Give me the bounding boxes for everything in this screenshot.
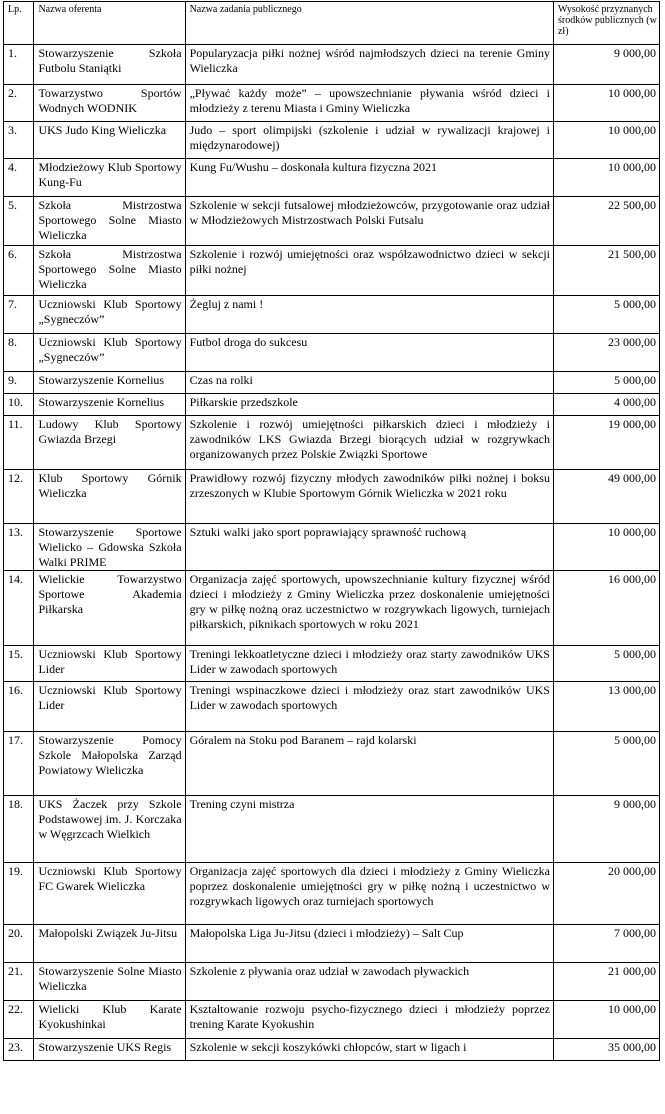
cell-amount: 13 000,00 [553,682,659,732]
cell-organization: Uczniowski Klub Sportowy FC Gwarek Wieliczka [34,863,185,925]
table-row [4,85,660,122]
cell-task: Prawidłowy rozwój fizyczny młodych zawodników piłki nożnej i boksu zrzeszonych w Klubie Sportowym Górnik Wieliczka w 2021 roku [185,470,553,524]
cell-task: Góralem na Stoku pod Baranem – rajd kolarski [185,732,553,796]
cell-lp: 14. [4,571,34,646]
cell-task: Czas na rolki [185,372,553,394]
cell-organization: Uczniowski Klub Sportowy „Sygneczów” [34,334,185,372]
cell-amount: 20 000,00 [553,863,659,925]
cell-organization: UKS Żaczek przy Szkole Podstawowej im. J. Korczaka w Węgrzcach Wielkich [34,796,185,863]
table-row [4,646,660,682]
header-task: Nazwa zadania publicznego [185,2,553,45]
table-row [4,416,660,470]
cell-amount: 5 000,00 [553,372,659,394]
cell-amount: 10 000,00 [553,524,659,571]
cell-amount: 23 000,00 [553,334,659,372]
cell-task: Futbol droga do sukcesu [185,334,553,372]
cell-lp: 3. [4,122,34,159]
table-row [4,796,660,863]
cell-task: „Pływać każdy może” – upowszechnianie pływania wśród dzieci i młodzieży z terenu Miasta i Gminy Wieliczka [185,85,553,122]
cell-organization: Towarzystwo Sportów Wodnych WODNIK [34,85,185,122]
cell-lp: 20. [4,925,34,963]
table-body [4,45,660,1061]
table-row [4,1039,660,1061]
table-row [4,246,660,296]
table-row [4,159,660,197]
table-row [4,863,660,925]
cell-organization: Stowarzyszenie Kornelius [34,372,185,394]
cell-lp: 18. [4,796,34,863]
table-row [4,122,660,159]
cell-organization: Młodzieżowy Klub Sportowy Kung-Fu [34,159,185,197]
cell-organization: Małopolski Związek Ju-Jitsu [34,925,185,963]
cell-organization: Stowarzyszenie UKS Regis [34,1039,185,1061]
cell-task: Szkolenie z pływania oraz udział w zawodach pływackich [185,963,553,1001]
cell-amount: 5 000,00 [553,296,659,334]
table-row [4,925,660,963]
cell-lp: 7. [4,296,34,334]
cell-amount: 10 000,00 [553,1001,659,1039]
cell-organization: Uczniowski Klub Sportowy Lider [34,682,185,732]
header-amount: Wysokość przyznanych środków publicznych (w zł) [553,2,659,45]
cell-amount: 22 500,00 [553,197,659,246]
cell-lp: 11. [4,416,34,470]
table-row [4,470,660,524]
cell-amount: 10 000,00 [553,122,659,159]
header-organization: Nazwa oferenta [34,2,185,45]
cell-lp: 13. [4,524,34,571]
cell-organization: Szkoła Mistrzostwa Sportowego Solne Miasto Wieliczka [34,197,185,246]
cell-lp: 19. [4,863,34,925]
cell-task: Małopolska Liga Ju-Jitsu (dzieci i młodzieży) – Salt Cup [185,925,553,963]
cell-task: Szkolenie i rozwój umiejętności oraz współzawodnictwo dzieci w sekcji piłki nożnej [185,246,553,296]
cell-amount: 19 000,00 [553,416,659,470]
cell-amount: 9 000,00 [553,796,659,863]
cell-amount: 5 000,00 [553,732,659,796]
cell-amount: 5 000,00 [553,646,659,682]
cell-task: Sztuki walki jako sport poprawiający sprawność ruchową [185,524,553,571]
cell-amount: 10 000,00 [553,159,659,197]
header-row [4,2,660,45]
cell-task: Kung Fu/Wushu – doskonała kultura fizyczna 2021 [185,159,553,197]
cell-amount: 21 500,00 [553,246,659,296]
cell-organization: UKS Judo King Wieliczka [34,122,185,159]
cell-organization: Stowarzyszenie Pomocy Szkole Małopolska Zarząd Powiatowy Wieliczka [34,732,185,796]
table-row [4,524,660,571]
cell-lp: 23. [4,1039,34,1061]
cell-lp: 15. [4,646,34,682]
cell-amount: 4 000,00 [553,394,659,416]
cell-lp: 16. [4,682,34,732]
cell-organization: Szkoła Mistrzostwa Sportowego Solne Miasto Wieliczka [34,246,185,296]
cell-lp: 4. [4,159,34,197]
cell-organization: Uczniowski Klub Sportowy „Sygneczów” [34,296,185,334]
cell-task: Szkolenie w sekcji futsalowej młodzieżowców, przygotowanie oraz udział w Młodzieżowych Mistrzostwach Polski Futsalu [185,197,553,246]
table-row [4,1001,660,1039]
cell-lp: 8. [4,334,34,372]
cell-task: Popularyzacja piłki nożnej wśród najmłodszych dzieci na terenie Gminy Wieliczka [185,45,553,85]
cell-lp: 12. [4,470,34,524]
cell-task: Piłkarskie przedszkole [185,394,553,416]
cell-organization: Wielicki Klub Karate Kyokushinkai [34,1001,185,1039]
table-row [4,372,660,394]
cell-organization: Wielickie Towarzystwo Sportowe Akademia Piłkarska [34,571,185,646]
cell-amount: 35 000,00 [553,1039,659,1061]
cell-organization: Stowarzyszenie Sportowe Wielicko – Gdowska Szkoła Walki PRIME [34,524,185,571]
cell-lp: 1. [4,45,34,85]
cell-organization: Stowarzyszenie Szkoła Futbolu Staniątki [34,45,185,85]
cell-task: Judo – sport olimpijski (szkolenie i udział w rywalizacji krajowej i międzynarodowej) [185,122,553,159]
cell-amount: 7 000,00 [553,925,659,963]
cell-task: Organizacja zajęć sportowych, upowszechnianie kultury fizycznej wśród dzieci i młodzieży z Gminy Wieliczka przez doskonalenie umiejętności gry w piłkę nożną oraz uczestnictwo w rozgrywkach ligowych, turniejach piłkarskich, piknikach sportowych w roku 2021 [185,571,553,646]
cell-task: Treningi lekkoatletyczne dzieci i młodzieży oraz starty zawodników UKS Lider w zawodach sportowych [185,646,553,682]
table-row [4,296,660,334]
cell-lp: 22. [4,1001,34,1039]
cell-lp: 21. [4,963,34,1001]
cell-organization: Ludowy Klub Sportowy Gwiazda Brzegi [34,416,185,470]
table-row [4,334,660,372]
cell-task: Trening czyni mistrza [185,796,553,863]
table-row [4,732,660,796]
table-row [4,394,660,416]
cell-task: Żegluj z nami ! [185,296,553,334]
cell-task: Szkolenie i rozwój umiejętności piłkarskich dzieci i młodzieży i zawodników LKS Gwiazda Brzegi biorących udział w rozgrywkach organizowanych przez Polskie Związki Sportowe [185,416,553,470]
cell-amount: 9 000,00 [553,45,659,85]
cell-task: Treningi wspinaczkowe dzieci i młodzieży oraz start zawodników UKS Lider w zawodach sportowych [185,682,553,732]
cell-amount: 49 000,00 [553,470,659,524]
table-row [4,45,660,85]
table-row [4,571,660,646]
cell-lp: 17. [4,732,34,796]
header-lp: Lp. [4,2,34,45]
table-row [4,197,660,246]
cell-organization: Klub Sportowy Górnik Wieliczka [34,470,185,524]
table-row [4,963,660,1001]
cell-amount: 21 000,00 [553,963,659,1001]
grants-table [3,1,660,1061]
cell-task: Organizacja zajęć sportowych dla dzieci i młodzieży z Gminy Wieliczka poprzez doskonalenie umiejętności gry w piłkę nożną i uczestnictwo w rozgrywkach ligowych oraz turniejach sportowych [185,863,553,925]
cell-lp: 6. [4,246,34,296]
cell-amount: 10 000,00 [553,85,659,122]
cell-lp: 9. [4,372,34,394]
cell-organization: Stowarzyszenie Solne Miasto Wieliczka [34,963,185,1001]
cell-organization: Stowarzyszenie Kornelius [34,394,185,416]
cell-lp: 2. [4,85,34,122]
cell-task: Kształtowanie rozwoju psycho-fizycznego dzieci i młodzieży poprzez trening Karate Kyokushin [185,1001,553,1039]
cell-lp: 10. [4,394,34,416]
cell-lp: 5. [4,197,34,246]
cell-amount: 16 000,00 [553,571,659,646]
cell-task: Szkolenie w sekcji koszykówki chłopców, start w ligach i [185,1039,553,1061]
cell-organization: Uczniowski Klub Sportowy Lider [34,646,185,682]
table-row [4,682,660,732]
